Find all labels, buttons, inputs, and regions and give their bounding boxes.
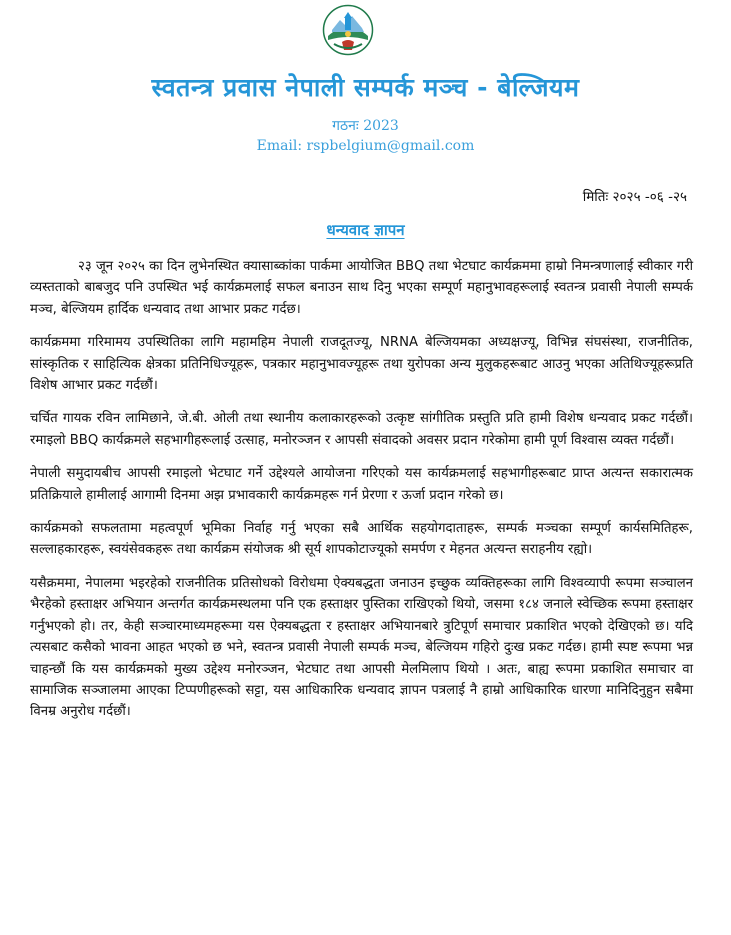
document-heading: धन्यवाद ज्ञापन xyxy=(326,221,405,239)
paragraph-2: कार्यक्रममा गरिमामय उपस्थितिका लागि महामहिम नेपाली राजदूतज्यू, NRNA बेल्जियमका अध्यक्षज्यू, विभिन्न संघसंस्था, राजनीतिक, सांस्कृतिक र साहित्यिक क्षेत्रका प्रतिनिधिज्यूहरू, पत्रकार महानुभावज्यूहरू तथा युरोपका अन्य मुलुकहरूबाट आउनु भएका अतिथिज्यूहरूप्रति विशेष आभार प्रकट गर्दछौं। xyxy=(30,335,693,394)
organization-emblem-icon xyxy=(322,4,374,56)
paragraph-3: चर्चित गायक रविन लामिछाने, जे.बी. ओली तथा स्थानीय कलाकारहरूको उत्कृष्ट सांगीतिक प्रस्तुति प्रति हामी विशेष धन्यवाद प्रकट गर्दछौं। रमाइलो BBQ कार्यक्रमले सहभागीहरूलाई उत्साह, मनोरञ्जन र आपसी संवादको अवसर प्रदान गरेकोमा हामी पूर्ण विश्वास व्यक्त गर्दछौं। xyxy=(30,411,693,448)
document-date: मितिः २०२५ -०६ -२५ xyxy=(582,189,687,205)
organization-title: स्वतन्त्र प्रवास नेपाली सम्पर्क मञ्च - बेल्जियम xyxy=(151,73,580,102)
founded-year: गठनः 2023 xyxy=(332,118,399,134)
document-body xyxy=(30,256,693,735)
paragraph-4: नेपाली समुदायबीच आपसी रमाइलो भेटघाट गर्ने उद्देश्यले आयोजना गरिएको यस कार्यक्रमलाई सहभागीहरूबाट प्राप्त अत्यन्त सकारात्मक प्रतिक्रियाले हामीलाई आगामी दिनमा अझ प्रभावकारी कार्यक्रमहरू गर्न प्रेरणा र ऊर्जा प्रदान गरेको छ। xyxy=(30,466,693,503)
paragraph-5: कार्यक्रमको सफलतामा महत्वपूर्ण भूमिका निर्वाह गर्नु भएका सबै आर्थिक सहयोगदाताहरू, सम्पर्क मञ्चका सम्पूर्ण कार्यसमितिहरू, सल्लाहकारहरू, स्वयंसेवकहरू तथा कार्यक्रम संयोजक श्री सूर्य शापकोटाज्यूको समर्पण र मेहनत अत्यन्त सराहनीय रह्यो। xyxy=(30,521,693,558)
contact-email: Email: rspbelgium@gmail.com xyxy=(256,138,475,154)
paragraph-6: यसैक्रममा, नेपालमा भइरहेको राजनीतिक प्रतिसोधको विरोधमा ऐक्यबद्धता जनाउन इच्छुक व्यक्तिहरूका लागि विश्वव्यापी रूपमा सञ्चालन भैरहेको हस्ताक्षर अभियान अन्तर्गत कार्यक्रमस्थलमा पनि एक हस्ताक्षर पुस्तिका राखिएको थियो, जसमा १८४ जनाले स्वेच्छिक रूपमा हस्ताक्षर गर्नुभएको हो। तर, केही सञ्चारमाध्यमहरूमा यस ऐक्यबद्धता र हस्ताक्षर अभियानबारे त्रुटिपूर्ण समाचार प्रकाशित भएको देखिएको छ। यदि त्यसबाट कसैको भावना आहत भएको छ भने, स्वतन्त्र प्रवासी नेपाली सम्पर्क मञ्च, बेल्जियम गहिरो दुःख प्रकट गर्दछ। हामी स्पष्ट रूपमा भन्न चाहन्छौं कि यस कार्यक्रमको मुख्य उद्देश्य मनोरञ्जन, भेटघाट तथा आपसी मेलमिलाप थियो । अतः, बाह्य रूपमा प्रकाशित समाचार वा सामाजिक सञ्जालमा आएका टिप्पणीहरूको सट्टा, यस आधिकारिक धन्यवाद ज्ञापन पत्रलाई नै हाम्रो आधिकारिक धारणा मानिदिनुहुन सबैमा विनम्र अनुरोध गर्दछौं। xyxy=(30,575,693,720)
paragraph-1: २३ जून २०२५ का दिन लुभेनस्थित क्यासाब्कांका पार्कमा आयोजित BBQ तथा भेटघाट कार्यक्रममा हाम्रो निमन्त्रणालाई स्वीकार गरी व्यस्तताको बाबजुद पनि उपस्थित भई कार्यक्रमलाई सफल बनाउन साथ दिनु भएका सम्पूर्ण महानुभावहरूलाई स्वतन्त्र प्रवासी नेपाली सम्पर्क मञ्च, बेल्जियम हार्दिक धन्यवाद तथा आभार प्रकट गर्दछ। xyxy=(30,259,693,317)
